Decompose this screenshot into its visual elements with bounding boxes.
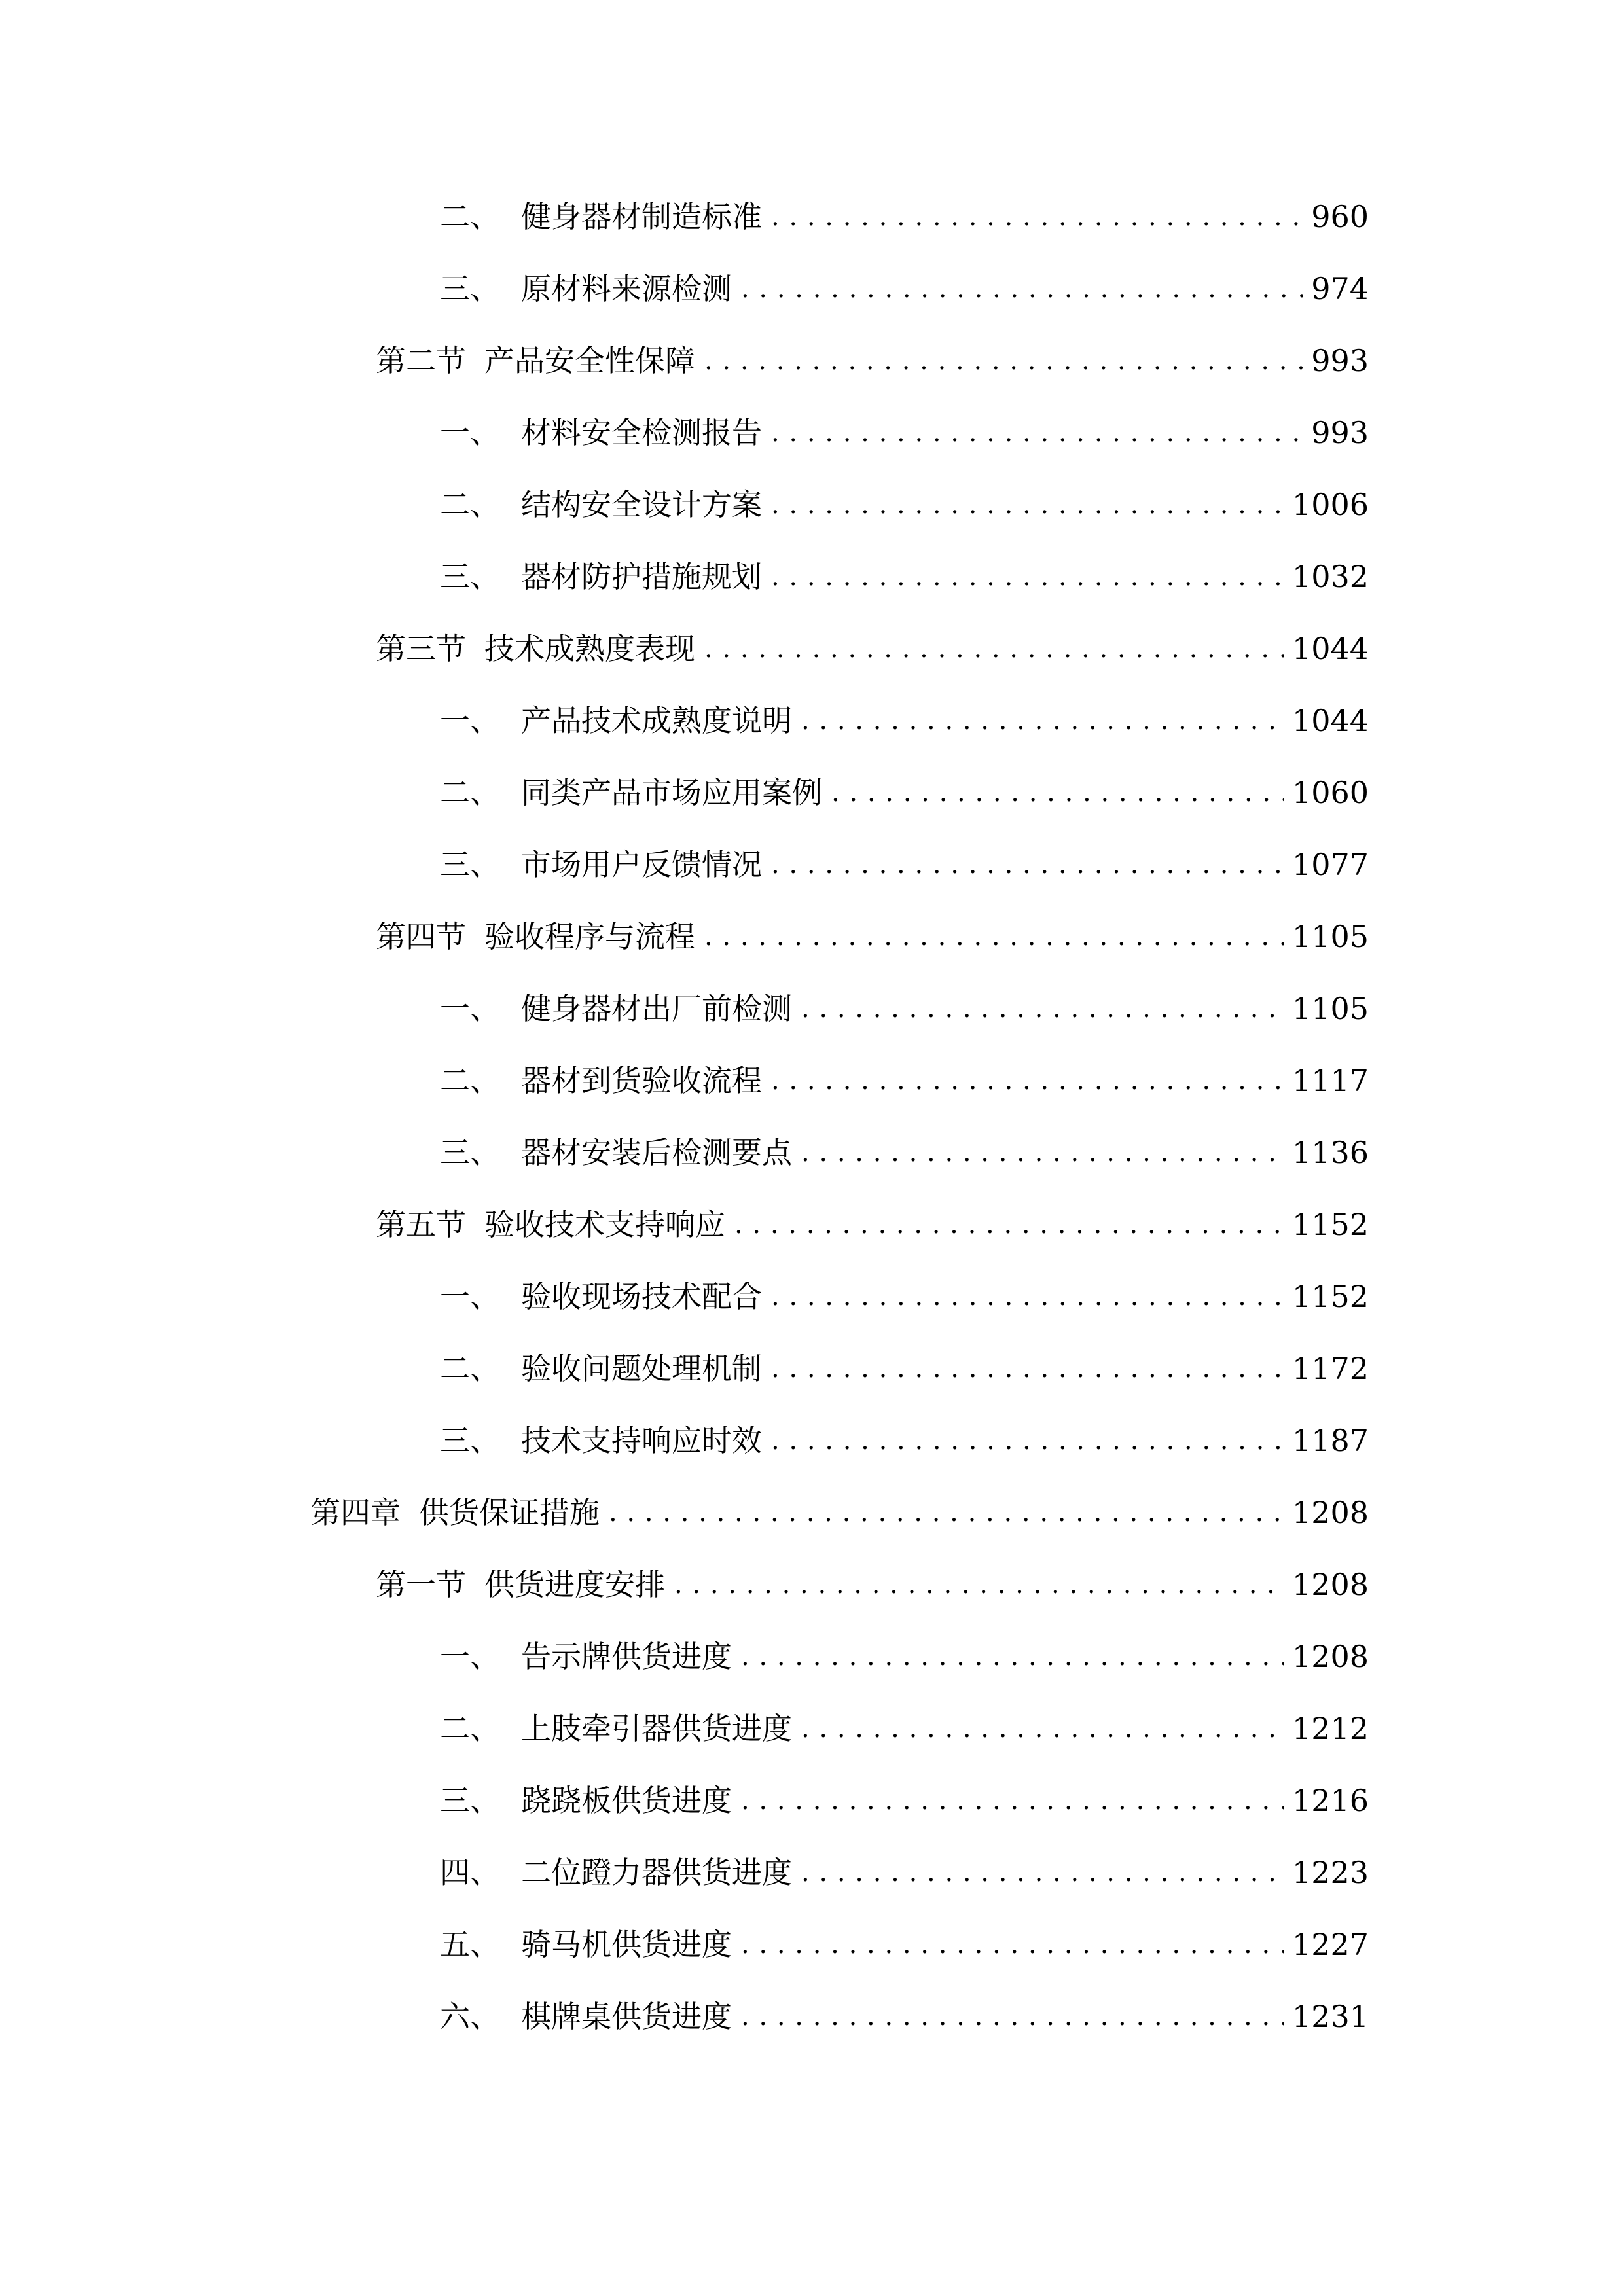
dot-leader [801, 1846, 1284, 1899]
toc-entry-title: 供货进度安排 [484, 1567, 665, 1602]
toc-entry[interactable] [440, 1126, 1369, 1179]
toc-entry-title: 结构安全设计方案 [521, 487, 762, 522]
dot-leader [734, 1198, 1284, 1251]
dot-leader [801, 694, 1284, 747]
toc-entry-number: 二、 [440, 199, 500, 234]
toc-entry[interactable] [440, 1846, 1369, 1899]
dot-leader [801, 982, 1284, 1035]
toc-entry-title: 健身器材出厂前检测 [521, 991, 792, 1026]
dot-leader [801, 1702, 1284, 1755]
toc-entry-number: 五、 [440, 1927, 500, 1962]
dot-leader [771, 478, 1284, 531]
toc-entry-number: 三、 [440, 1423, 500, 1458]
toc-entry-page: 993 [1311, 343, 1369, 378]
toc-entry-number: 一、 [440, 415, 500, 450]
dot-leader [704, 910, 1284, 963]
toc-entry[interactable] [440, 838, 1369, 891]
toc-entry-title: 市场用户反馈情况 [521, 847, 762, 882]
toc-entry[interactable] [440, 1990, 1369, 2043]
toc-entry[interactable] [376, 622, 1369, 675]
dot-leader [771, 838, 1284, 891]
dot-leader [674, 1558, 1284, 1611]
toc-entry[interactable] [440, 190, 1369, 243]
toc-entry-title: 验收程序与流程 [484, 919, 695, 954]
dot-leader [741, 262, 1303, 315]
toc-entry[interactable] [376, 910, 1369, 963]
toc-entry-page: 1006 [1291, 487, 1369, 522]
toc-entry-title: 上肢牵引器供货进度 [521, 1711, 792, 1746]
toc-entry-number: 一、 [440, 991, 500, 1026]
toc-entry[interactable] [440, 1054, 1369, 1107]
toc-entry-title: 健身器材制造标准 [521, 199, 762, 234]
toc-entry-page: 1231 [1291, 1999, 1369, 2034]
toc-entry-page: 1227 [1291, 1927, 1369, 1962]
toc-entry-title: 器材安装后检测要点 [521, 1135, 792, 1170]
dot-leader [771, 406, 1303, 459]
toc-entry-title: 同类产品市场应用案例 [521, 775, 822, 810]
toc-entry-page: 1208 [1291, 1639, 1369, 1674]
toc-entry-number: 第四节 [376, 919, 466, 954]
toc-entry-page: 1208 [1291, 1495, 1369, 1530]
toc-entry[interactable] [440, 1702, 1369, 1755]
toc-entry-page: 1208 [1291, 1567, 1369, 1602]
toc-entry[interactable] [440, 1774, 1369, 1827]
dot-leader [741, 1990, 1284, 2043]
toc-entry-number: 第五节 [376, 1207, 466, 1242]
toc-entry-page: 1187 [1291, 1423, 1369, 1458]
toc-entry-number: 二、 [440, 1063, 500, 1098]
toc-entry-page: 1044 [1291, 631, 1369, 666]
toc-entry[interactable] [440, 1918, 1369, 1971]
toc-entry-page: 1136 [1291, 1135, 1369, 1170]
dot-leader [741, 1630, 1284, 1683]
toc-entry[interactable] [440, 550, 1369, 603]
toc-entry[interactable] [440, 694, 1369, 747]
dot-leader [771, 1342, 1284, 1395]
toc-entry[interactable] [376, 1558, 1369, 1611]
toc-entry-number: 一、 [440, 1279, 500, 1314]
toc-entry-number: 三、 [440, 1783, 500, 1818]
dot-leader [831, 766, 1284, 819]
toc-entry-page: 974 [1311, 271, 1369, 306]
toc-entry[interactable] [440, 262, 1369, 315]
toc-entry[interactable] [440, 982, 1369, 1035]
toc-entry-title: 告示牌供货进度 [521, 1639, 732, 1674]
toc-entry-title: 验收现场技术配合 [521, 1279, 762, 1314]
toc-entry-number: 一、 [440, 703, 500, 738]
toc-entry-number: 第一节 [376, 1567, 466, 1602]
toc-entry-number: 六、 [440, 1999, 500, 2034]
toc-entry-number: 第四章 [310, 1495, 401, 1530]
toc-entry-title: 验收技术支持响应 [484, 1207, 725, 1242]
toc-entry-page: 1212 [1291, 1711, 1369, 1746]
toc-entry-page: 1152 [1291, 1207, 1369, 1242]
toc-entry-number: 第二节 [376, 343, 466, 378]
toc-entry-page: 1152 [1291, 1279, 1369, 1314]
dot-leader [704, 622, 1284, 675]
toc-entry-page: 1105 [1291, 991, 1369, 1026]
toc-entry-page: 1044 [1291, 703, 1369, 738]
toc-entry-number: 三、 [440, 271, 500, 306]
toc-entry-title: 材料安全检测报告 [521, 415, 762, 450]
toc-entry-number: 二、 [440, 487, 500, 522]
dot-leader [704, 334, 1303, 387]
toc-entry-page: 1032 [1291, 559, 1369, 594]
toc-entry-number: 第三节 [376, 631, 466, 666]
toc-entry-title: 器材到货验收流程 [521, 1063, 762, 1098]
dot-leader [771, 1270, 1284, 1323]
toc-entry-title: 二位蹬力器供货进度 [521, 1855, 792, 1890]
toc-entry-number: 二、 [440, 775, 500, 810]
toc-entry-title: 跷跷板供货进度 [521, 1783, 732, 1818]
toc-entry-page: 1216 [1291, 1783, 1369, 1818]
toc-entry-page: 1105 [1291, 919, 1369, 954]
dot-leader [609, 1486, 1284, 1539]
dot-leader [771, 550, 1284, 603]
toc-entry-number: 一、 [440, 1639, 500, 1674]
dot-leader [741, 1918, 1284, 1971]
toc-entry-page: 1117 [1291, 1063, 1369, 1098]
toc-entry-page: 1172 [1291, 1351, 1369, 1386]
toc-entry-number: 三、 [440, 847, 500, 882]
toc-entry-number: 二、 [440, 1351, 500, 1386]
toc-entry[interactable] [376, 1198, 1369, 1251]
toc-entry[interactable] [440, 766, 1369, 819]
toc-entry[interactable] [440, 1342, 1369, 1395]
toc-entry-page: 1223 [1291, 1855, 1369, 1890]
toc-entry-title: 原材料来源检测 [521, 271, 732, 306]
toc-entry-page: 993 [1311, 415, 1369, 450]
toc-entry-page: 960 [1311, 199, 1369, 234]
dot-leader [801, 1126, 1284, 1179]
toc-entry-number: 三、 [440, 1135, 500, 1170]
toc-entry[interactable] [310, 1486, 1369, 1539]
toc-entry[interactable] [376, 334, 1369, 387]
toc-entry-number: 三、 [440, 559, 500, 594]
toc-entry-title: 技术支持响应时效 [521, 1423, 762, 1458]
toc-entry-title: 产品安全性保障 [484, 343, 695, 378]
dot-leader [771, 1054, 1284, 1107]
dot-leader [771, 190, 1303, 243]
toc-entry-title: 骑马机供货进度 [521, 1927, 732, 1962]
toc-entry-number: 四、 [440, 1855, 500, 1890]
toc-entry[interactable] [440, 1414, 1369, 1467]
toc-entry-title: 棋牌桌供货进度 [521, 1999, 732, 2034]
toc-entry-title: 技术成熟度表现 [484, 631, 695, 666]
toc-entry-page: 1077 [1291, 847, 1369, 882]
toc-entry-number: 二、 [440, 1711, 500, 1746]
toc-entry[interactable] [440, 478, 1369, 531]
dot-leader [771, 1414, 1284, 1467]
toc-entry-title: 验收问题处理机制 [521, 1351, 762, 1386]
toc-entry-page: 1060 [1291, 775, 1369, 810]
toc-entry[interactable] [440, 1630, 1369, 1683]
toc-entry-title: 器材防护措施规划 [521, 559, 762, 594]
toc-entry-title: 产品技术成熟度说明 [521, 703, 792, 738]
dot-leader [741, 1774, 1284, 1827]
toc-entry-title: 供货保证措施 [419, 1495, 600, 1530]
toc-entry[interactable] [440, 406, 1369, 459]
toc-entry[interactable] [440, 1270, 1369, 1323]
